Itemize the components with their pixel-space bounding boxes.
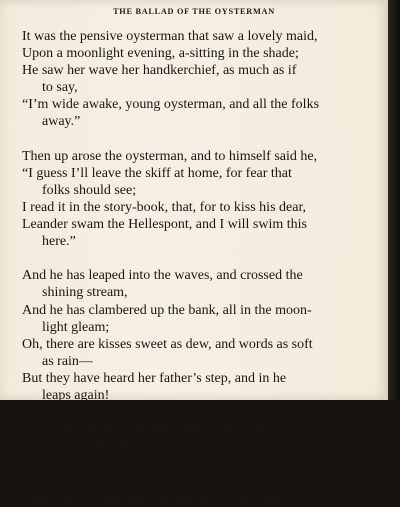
page-edge (388, 0, 400, 400)
poem-line: I read it in the story-book, that, for to kiss his dear, (22, 199, 307, 215)
poem-line: And he has leaped into the waves, and crossed the (22, 268, 303, 284)
stanza-gap (22, 250, 367, 267)
poem-line: away.” (42, 114, 81, 130)
poem-line: folks should see; (42, 182, 137, 198)
poem-line: shining stream, (42, 285, 128, 301)
poem-line: He saw her wave her handkerchief, as much as if (22, 63, 297, 79)
poem-line: “I guess I’ll leave the skiff at home, for fear that (22, 165, 292, 181)
poem-line: Upon a moonlight evening, a-sitting in the shade; (22, 46, 299, 62)
stanza (22, 267, 367, 404)
poem-line: “And what is that, pray tell me, love, that paddles (22, 490, 300, 506)
stanza (22, 28, 367, 131)
running-header: THE BALLAD OF THE OYSTERMAN (113, 7, 275, 16)
stanza (22, 148, 367, 251)
poem-line: Leander swam the Hellespont, and I will swim this (22, 217, 307, 233)
poem-line: as rain— (42, 353, 93, 369)
poem-line: light gleam; (42, 319, 110, 335)
poem-line: “’Twas nothing but a pebble, sir, I threw into the (22, 456, 294, 472)
poem-line: water.” (42, 473, 83, 489)
stanza (22, 421, 367, 506)
poem-line: here.” (42, 234, 76, 250)
poem-line: It was the pensive oysterman that saw a lovely maid, (22, 29, 318, 44)
poem-line: to say, (42, 80, 78, 96)
stanza-gap (22, 131, 367, 148)
poem-line: Oh, there are kisses sweet as dew, and words as soft (22, 336, 313, 352)
poem-line: But they have heard her father’s step, and in he (22, 370, 287, 386)
poem-text (22, 28, 367, 507)
poem-line: Then up arose the oysterman, and to himself said he, (22, 148, 318, 164)
poem-line: that, my daughter?” (42, 439, 153, 455)
poem-line: Out spoke the ancient fisherman: “Oh, what was (22, 422, 294, 438)
poem-line: “I’m wide awake, young oysterman, and all the folks (22, 97, 320, 113)
poem-line: And he has clambered up the bank, all in the moon- (22, 302, 312, 318)
stanza-gap (22, 404, 367, 421)
poem-line: leaps again! (42, 387, 110, 403)
